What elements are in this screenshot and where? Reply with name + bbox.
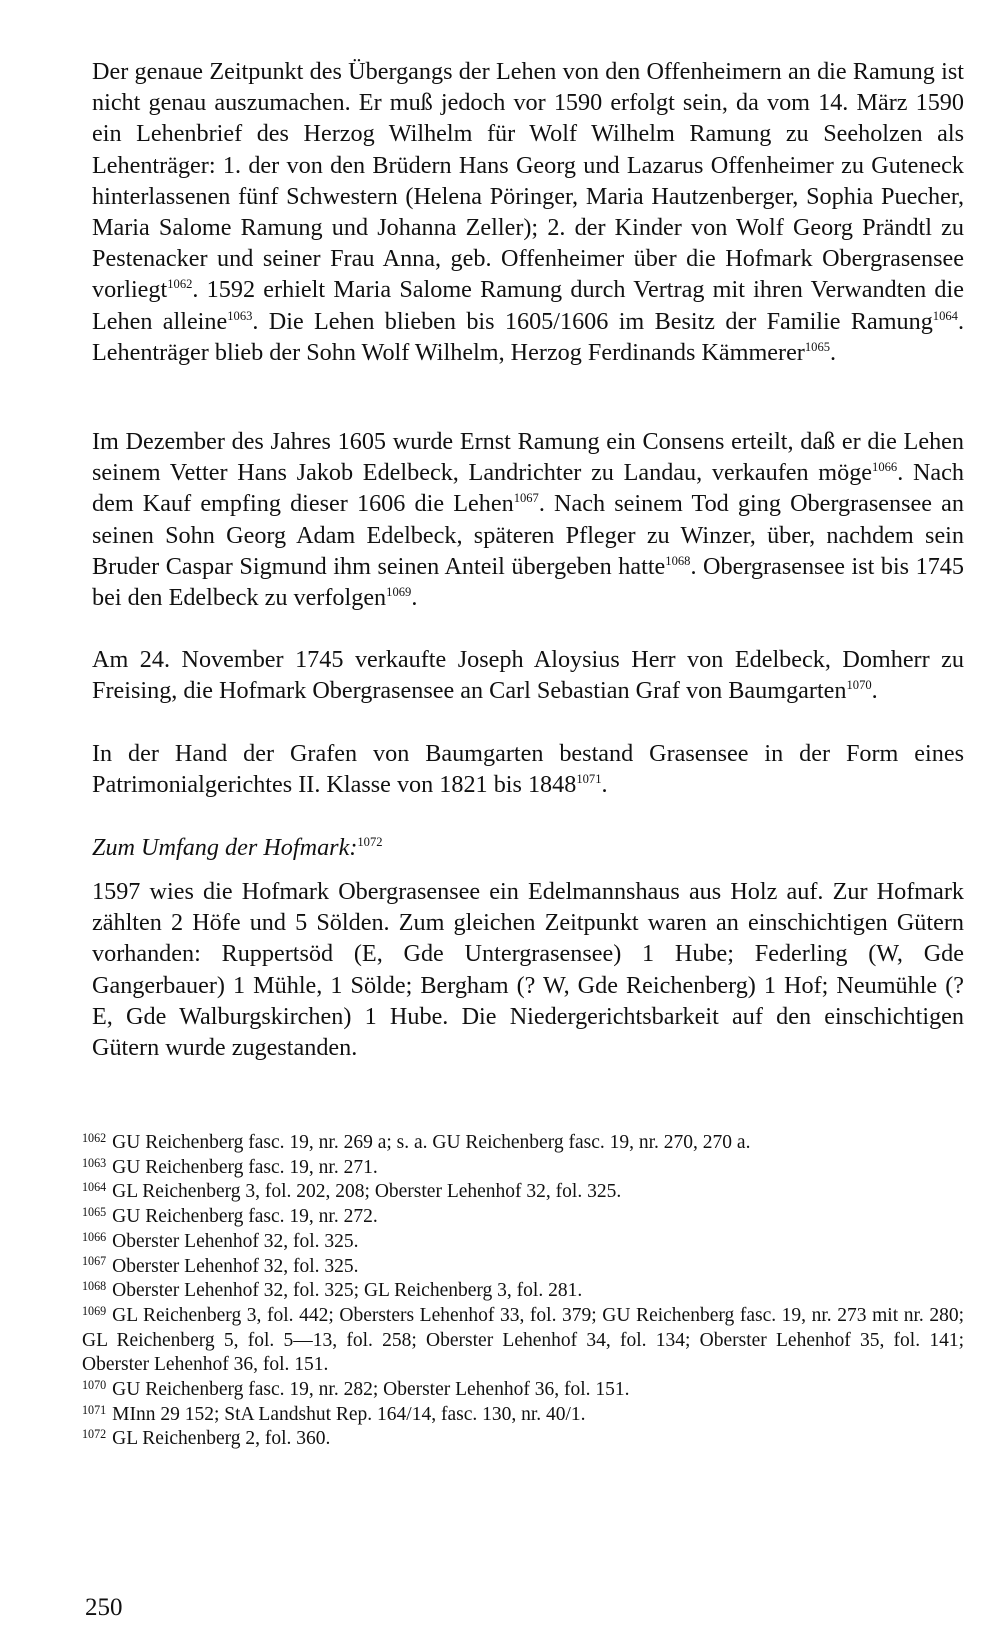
footnote-number: 1072	[82, 1427, 107, 1442]
footnote-text: GU Reichenberg fasc. 19, nr. 269 a; s. a. GU Reichenberg fasc. 19, nr. 270, 270 a.	[112, 1132, 751, 1153]
text-run: Der genaue Zeitpunkt des Übergangs der Lehen von den Offenheimern an die Ramung ist nicht genau auszumachen. Er muß jedoch vor 1590 erfolgt sein, da vom 14. März 1590 ein Lehenbrief des Herzog Wilhelm für Wolf Wilhelm Ramung zu Seeholzen als Lehenträger: 1. der von den Brüdern Hans Georg und Lazarus Offenheimer zu Guteneck hinterlassenen fünf Schwestern (Helena Pöringer, Maria Hautzenberger, Sophia Puecher, Maria Salome Ramung und Johanna Zeller); 2. der Kinder von Wolf Georg Prändtl zu Pestenacker und seiner Frau Anna, geb. Offenheimer über die Hofmark Obergrasensee vorliegt	[92, 58, 964, 304]
footnote	[82, 1180, 964, 1205]
section-heading	[92, 832, 964, 863]
footnote	[82, 1378, 964, 1403]
footnote-text: Oberster Lehenhof 32, fol. 325.	[112, 1230, 359, 1252]
footnote	[82, 1304, 964, 1378]
text-run: Im Dezember des Jahres 1605 wurde Ernst Ramung ein Consens erteilt, daß er die Lehen seinem Vetter Hans Jakob Edelbeck, Landrichter zu Landau, verkaufen möge	[92, 428, 964, 487]
paragraph-patrimonialgericht	[92, 738, 964, 800]
text-run: . Obergrasensee ist bis 1745 bei den Edelbeck zu verfolgen	[92, 552, 964, 612]
footnote	[82, 1131, 964, 1156]
footnote-text: MInn 29 152; StA Landshut Rep. 164/14, fasc. 130, nr. 40/1.	[112, 1403, 586, 1425]
footnote-text: GU Reichenberg fasc. 19, nr. 271.	[112, 1156, 378, 1178]
footnote-reference: 1070	[846, 678, 872, 693]
page-number: 250	[85, 1594, 123, 1621]
footnote-number: 1071	[82, 1402, 107, 1417]
text-run: 1597 wies die Hofmark Obergrasensee ein Edelmannshaus aus Holz auf. Zur Hofmark zählten 2 Höfe und 5 Sölden. Zum gleichen Zeitpunkt waren an einschichtigen Gütern vorhanden: Ruppertsöd (E, Gde Untergrasensee) 1 Hube; Federling (W, Gde Gangerbauer) 1 Mühle, 1 Sölde; Bergham (? W, Gde Reichenberg) 1 Hof; Neumühle (? E, Gde Walburgskirchen) 1 Hube. Die Niedergerichtsbarkeit auf den einschichtigen Gütern wurde zugestanden.	[92, 878, 964, 1062]
text-run: .	[830, 338, 837, 366]
footnote	[82, 1156, 964, 1181]
footnote	[82, 1255, 964, 1280]
paragraph-transfer-to-ramung	[92, 56, 964, 368]
footnote-reference: 1066	[872, 460, 898, 475]
footnote	[82, 1230, 964, 1255]
paragraph-edelbeck-purchase	[92, 426, 964, 613]
text-run: . Lehenträger blieb der Sohn Wolf Wilhelm, Herzog Ferdinands Kämmerer	[92, 307, 964, 366]
footnote-reference: 1062	[167, 277, 193, 292]
footnote-text: GL Reichenberg 3, fol. 202, 208; Oberster Lehenhof 32, fol. 325.	[112, 1181, 622, 1203]
text-run: . 1592 erhielt Maria Salome Ramung durch Vertrag mit ihren Verwandten die Lehen alleine	[92, 276, 964, 335]
text-run: . Die Lehen blieben bis 1605/1606 im Besitz der Familie Ramung	[252, 307, 933, 335]
footnote-number: 1065	[82, 1205, 107, 1220]
footnote-text: GL Reichenberg 2, fol. 360.	[112, 1428, 331, 1450]
footnotes	[82, 1131, 964, 1452]
footnote	[82, 1427, 964, 1452]
text-run: .	[601, 771, 608, 799]
text-run: .	[411, 584, 418, 612]
paragraph-sale-to-baumgarten	[92, 644, 964, 706]
footnote-reference: 1063	[227, 308, 253, 323]
text-run: Am 24. November 1745 verkaufte Joseph Aloysius Herr von Edelbeck, Domherr zu Freising, die Hofmark Obergrasensee an Carl Sebastian Graf von Baumgarten	[92, 646, 964, 705]
footnote-number: 1070	[82, 1378, 107, 1392]
footnote	[82, 1205, 964, 1230]
footnote-text: GL Reichenberg 3, fol. 442; Obersters Lehenhof 33, fol. 379; GU Reichenberg fasc. 19, nr. 273 mit nr. 280; GL Reichenberg 5, fol. 5—13, fol. 258; Oberster Lehenhof 34, fol. 134; Oberster Lehenhof 35, fol. 141; Oberster Lehenhof 36, fol. 151.	[82, 1304, 964, 1376]
text-run: In der Hand der Grafen von Baumgarten bestand Grasensee in der Form eines Patrimonialgerichtes II. Klasse von 1821 bis 1848	[92, 740, 964, 799]
footnote-number: 1062	[82, 1130, 107, 1145]
footnote-reference: 1072	[357, 835, 383, 850]
footnote-reference: 1071	[576, 772, 602, 787]
footnote-reference: 1064	[932, 308, 958, 323]
footnote-number: 1063	[82, 1155, 107, 1170]
footnote	[82, 1403, 964, 1428]
text-run: .	[871, 677, 878, 705]
footnote-reference: 1067	[513, 491, 539, 506]
paragraph-hofmark-extent	[92, 876, 964, 1063]
footnote-number: 1064	[82, 1180, 107, 1195]
footnote-text: Oberster Lehenhof 32, fol. 325.	[112, 1255, 359, 1277]
section-heading-text: Zum Umfang der Hofmark:	[92, 834, 358, 861]
footnote-text: GU Reichenberg fasc. 19, nr. 272.	[112, 1206, 378, 1228]
footnote-reference: 1065	[804, 340, 831, 355]
footnote-text: GU Reichenberg fasc. 19, nr. 282; Oberster Lehenhof 36, fol. 151.	[112, 1379, 630, 1401]
text-run: . Nach dem Kauf empfing dieser 1606 die Lehen	[92, 459, 964, 518]
footnote-reference: 1069	[386, 585, 412, 600]
footnote-number: 1069	[82, 1303, 107, 1318]
footnote-number: 1066	[82, 1229, 107, 1244]
footnote-reference: 1068	[665, 554, 691, 569]
footnote	[82, 1279, 964, 1304]
footnote-number: 1068	[82, 1279, 107, 1294]
footnote-text: Oberster Lehenhof 32, fol. 325; GL Reichenberg 3, fol. 281.	[112, 1280, 583, 1302]
footnote-number: 1067	[82, 1254, 107, 1269]
text-run: . Nach seinem Tod ging Obergrasensee an seinen Sohn Georg Adam Edelbeck, späteren Pfleger zu Winzer, über, nachdem sein Bruder Caspar Sigmund ihm seinen Anteil übergeben hatte	[92, 490, 964, 580]
